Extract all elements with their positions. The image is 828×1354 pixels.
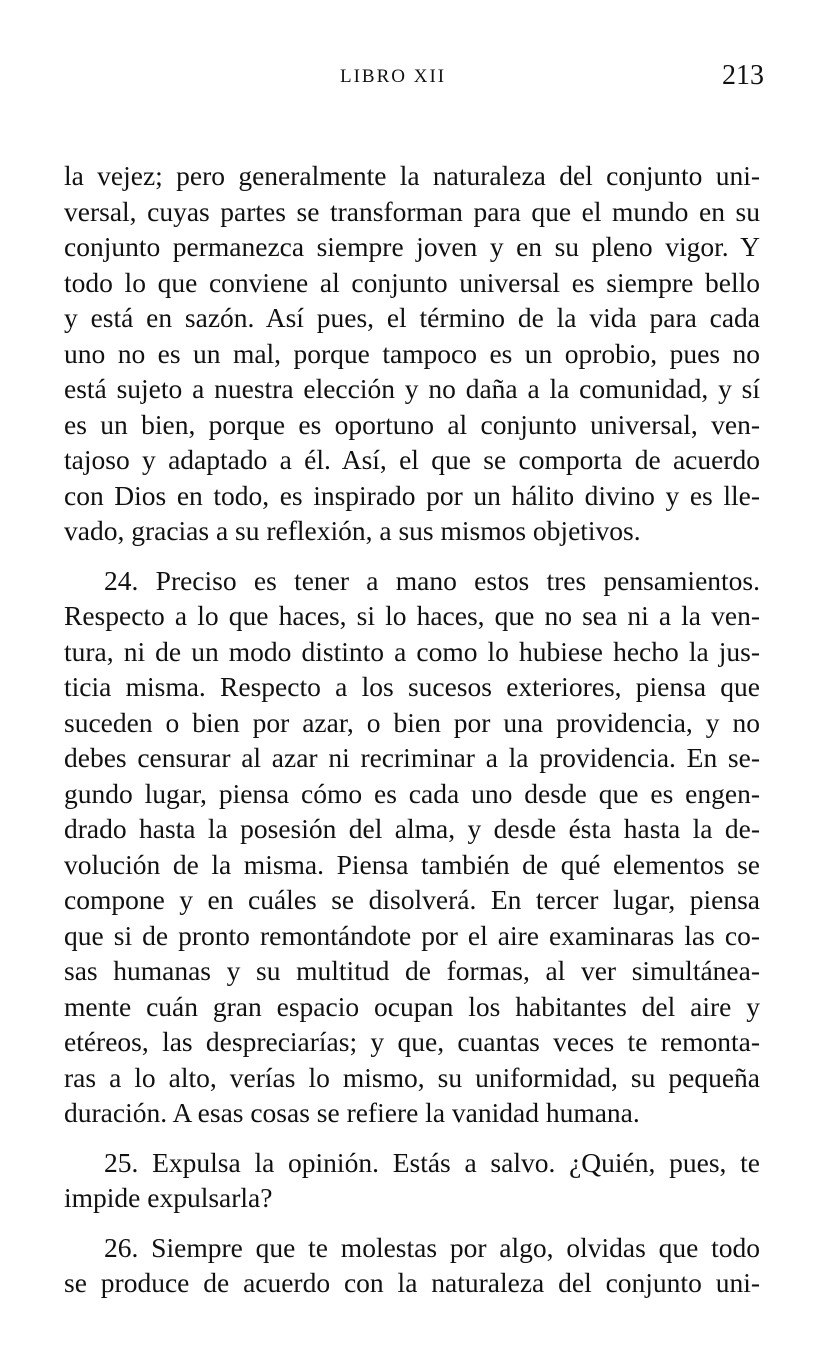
text-line: drado hasta la posesión del alma, y desde ésta hasta la de- xyxy=(64,813,760,844)
text-line: volución de la misma. Piensa también de qué elementos se xyxy=(64,848,760,880)
text-line: es un bien, porque es oportuno al conjunto universal, ven- xyxy=(64,408,760,440)
text-line: se produce de acuerdo con la naturaleza del conjunto uni- xyxy=(64,1267,760,1298)
text-line: etéreos, las despreciarías; y que, cuantas veces te remonta- xyxy=(64,1026,760,1057)
text-line: ras a lo alto, verías lo mismo, su uniformidad, su pequeña xyxy=(64,1061,760,1093)
running-head xyxy=(0,60,828,96)
paragraph xyxy=(64,158,760,549)
page-body xyxy=(64,158,760,1301)
text-line: tura, ni de un modo distinto a como lo hubiese hecho la jus- xyxy=(64,635,760,667)
text-line: impide expulsarla? xyxy=(64,1182,273,1213)
text-line: suceden o bien por azar, o bien por una providencia, y no xyxy=(64,706,760,738)
text-line: duración. A esas cosas se refiere la vanidad humana. xyxy=(64,1097,640,1128)
text-line: conjunto permanezca siempre joven y en su pleno vigor. Y xyxy=(64,231,760,262)
text-line: compone y en cuáles se disolverá. En tercer lugar, piensa xyxy=(64,884,760,915)
text-line: vado, gracias a su reflexión, a sus mismos objetivos. xyxy=(64,515,641,546)
text-line: la vejez; pero generalmente la naturaleza del conjunto uni- xyxy=(64,160,760,191)
text-line: gundo lugar, piensa cómo es cada uno desde que es engen- xyxy=(64,777,760,809)
text-line: tajoso y adaptado a él. Así, el que se comporta de acuerdo xyxy=(64,444,760,475)
text-line: ticia misma. Respecto a los sucesos exteriores, piensa que xyxy=(64,671,760,702)
text-line: mente cuán gran espacio ocupan los habitantes del aire y xyxy=(64,990,760,1022)
text-line: y está en sazón. Así pues, el término de la vida para cada xyxy=(64,302,760,333)
paragraph xyxy=(64,563,760,1131)
text-line: con Dios en todo, es inspirado por un hálito divino y es lle- xyxy=(64,479,760,511)
text-line: todo lo que conviene al conjunto universal es siempre bello xyxy=(64,266,760,298)
text-line: 26. Siempre que te molestas por algo, olvidas que todo xyxy=(104,1231,760,1263)
text-line: debes censurar al azar ni recriminar a la providencia. En se- xyxy=(64,742,760,773)
paragraph xyxy=(64,1145,760,1216)
text-line: versal, cuyas partes se transforman para que el mundo en su xyxy=(64,195,760,227)
page-number: 213 xyxy=(722,60,764,91)
paragraph xyxy=(64,1230,760,1301)
text-line: uno no es un mal, porque tampoco es un oprobio, pues no xyxy=(64,337,760,369)
text-line: sas humanas y su multitud de formas, al ver simultánea- xyxy=(64,955,760,986)
text-line: que si de pronto remontándote por el aire examinaras las co- xyxy=(64,919,760,951)
text-line: Respecto a lo que haces, si lo haces, que no sea ni a la ven- xyxy=(64,600,760,631)
text-line: 24. Preciso es tener a mano estos tres pensamientos. xyxy=(104,564,760,596)
text-line: 25. Expulsa la opinión. Estás a salvo. ¿Quién, pues, te xyxy=(104,1146,760,1178)
running-title: LIBRO XII xyxy=(340,66,447,87)
text-line: está sujeto a nuestra elección y no daña a la comunidad, y sí xyxy=(64,373,760,404)
